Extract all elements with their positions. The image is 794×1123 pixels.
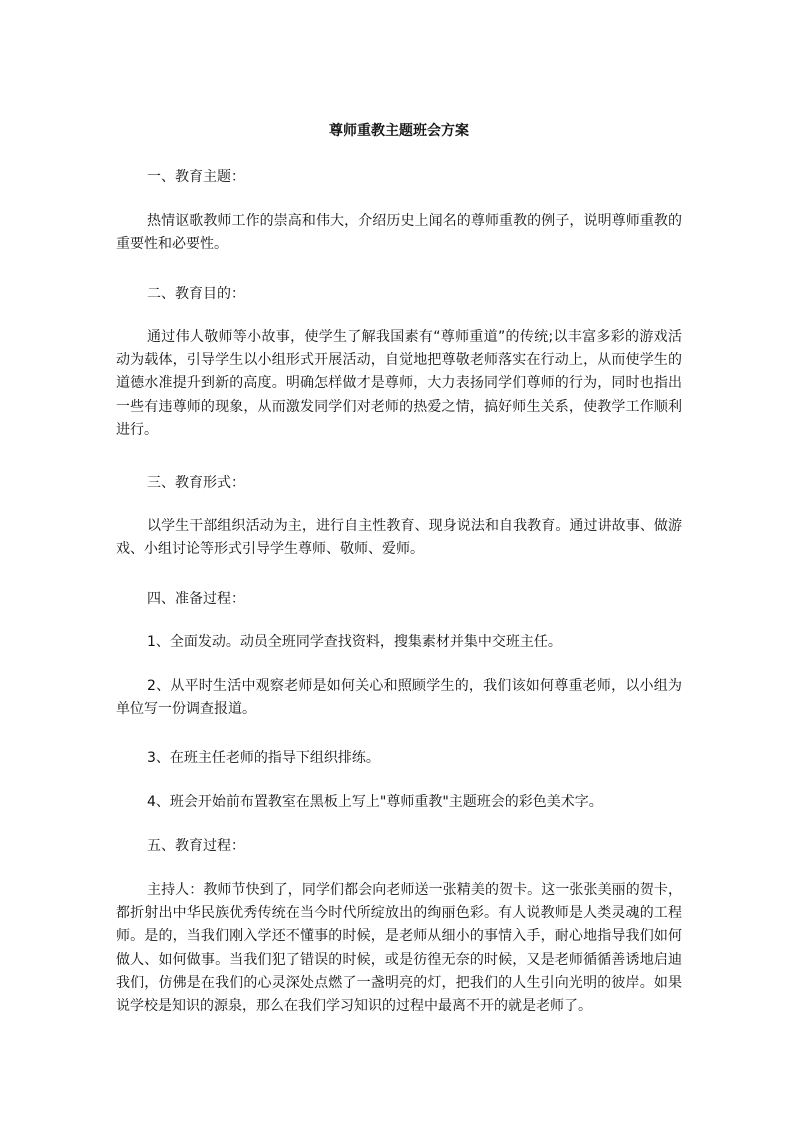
list-item-prep-2: 2、从平时生活中观察老师是如何关心和照顾学生的，我们该如何尊重老师，以小组为单位写一份调查报道。 [116, 678, 682, 718]
document-title: 尊师重教主题班会方案 [329, 123, 469, 139]
list-item-prep-4: 4、班会开始前布置教室在黑板上写上"尊师重教"主题班会的彩色美术字。 [147, 794, 603, 810]
section-heading-preparation: 四、准备过程： [147, 591, 245, 607]
paragraph-form: 以学生干部组织活动为主，进行自主性教育、现身说法和自我教育。通过讲故事、做游戏、小组讨论等形式引导学生尊师、敬师、爱师。 [116, 518, 682, 558]
section-heading-form: 三、教育形式： [147, 475, 245, 491]
paragraph-host-speech: 主持人：教师节快到了，同学们都会向老师送一张精美的贺卡。这一张张美丽的贺卡，都折射出中华民族优秀传统在当今时代所绽放出的绚丽色彩。有人说教师是人类灵魂的工程师。是的，当我们刚入学还不懂事的时候，是老师从细小的事情入手，耐心地指导我们如何做人、如何做事。当我们犯了错误的时候，或是彷徨无奈的时候，又是老师循循善诱地启迪我们，仿佛是在我们的心灵深处点燃了一盏明亮的灯，把我们的人生引向光明的彼岸。如果说学校是知识的源泉，那么在我们学习知识的过程中最离不开的就是老师了。 [116, 882, 682, 1015]
section-heading-purpose: 二、教育目的： [147, 286, 245, 302]
section-heading-process: 五、教育过程： [147, 838, 245, 854]
paragraph-theme: 热情讴歌教师工作的崇高和伟大，介绍历史上闻名的尊师重教的例子，说明尊师重教的重要性和必要性。 [116, 213, 682, 253]
section-heading-theme: 一、教育主题： [147, 169, 245, 185]
paragraph-purpose: 通过伟人敬师等小故事，使学生了解我国素有“尊师重道”的传统;以丰富多彩的游戏活动为载体，引导学生以小组形式开展活动，自觉地把尊敬老师落实在行动上，从而使学生的道德水准提升到新的高度。明确怎样做才是尊师，大力表扬同学们尊师的行为，同时也指出一些有违尊师的现象，从而激发同学们对老师的热爱之情，搞好师生关系，使教学工作顺利进行。 [116, 329, 682, 438]
list-item-prep-3: 3、在班主任老师的指导下组织排练。 [147, 750, 380, 766]
list-item-prep-1: 1、全面发动。动员全班同学查找资料，搜集素材并集中交班主任。 [147, 634, 562, 650]
